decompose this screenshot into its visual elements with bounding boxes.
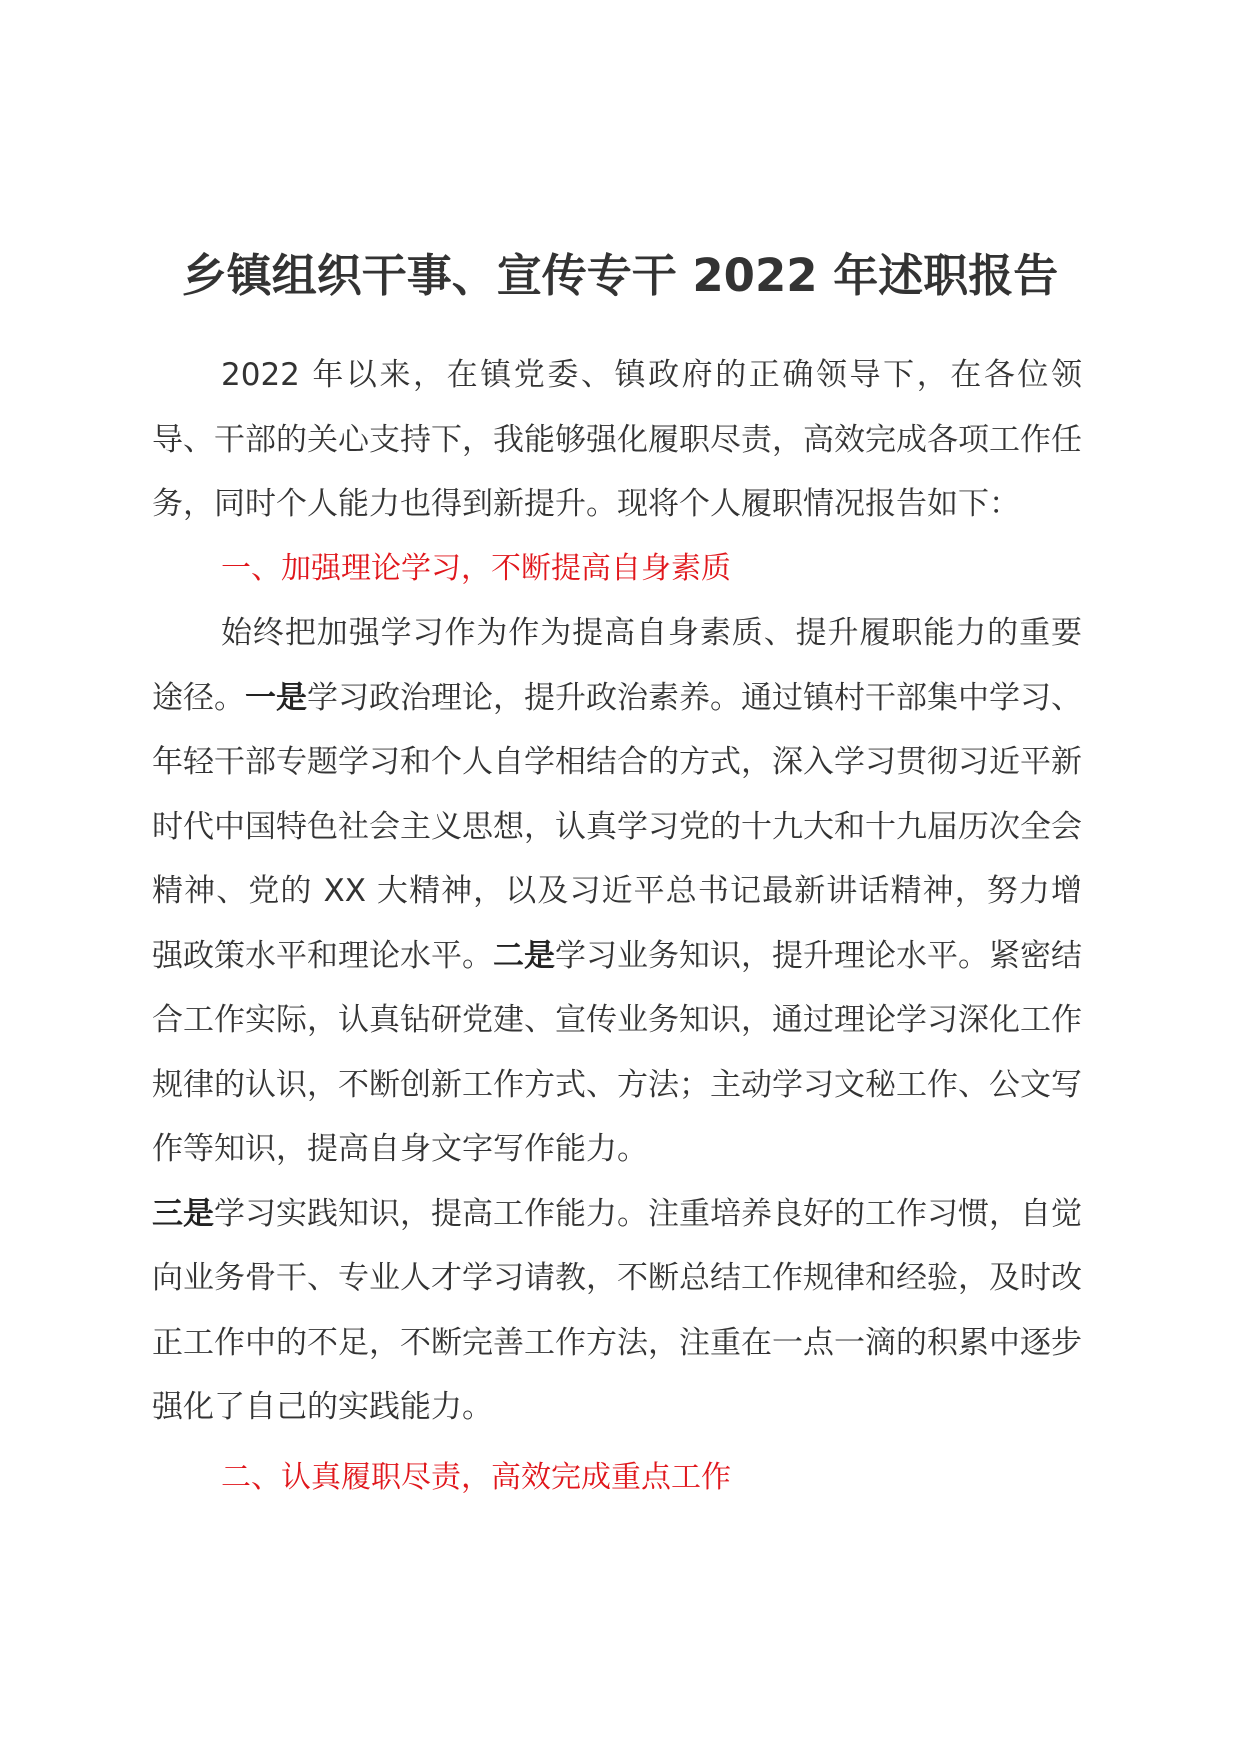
document-body: [152, 343, 1082, 1510]
section-1-paragraph: [152, 601, 1082, 1440]
point-1-lead: 一是: [245, 679, 307, 716]
point-2-text: 学习业务知识，提升理论水平。紧密结合工作实际，认真钻研党建、宣传业务知识，通过理论学习深化工作规律的认识，不断创新工作方式、方法；主动学习文秘工作、公文写作等知识，提高自身文字写作能力。: [152, 937, 1082, 1167]
section-2-heading: 二、认真履职尽责，高效完成重点工作: [221, 1459, 731, 1495]
point-1-text: 学习政治理论，提升政治素养。通过镇村干部集中学习、年轻干部专题学习和个人自学相结合的方式，深入学习贯彻习近平新时代中国特色社会主义思想，认真学习党的十九大和十九届历次全会精神、党的 XX 大精神，以及习近平总书记最新讲话精神，努力增强政策水平和理论水平。: [152, 679, 1082, 974]
point-2-lead: 二是: [493, 937, 555, 974]
section-1-opening: 始终把加强学习作为作为提高自身素质、提升履职能力的重要途径。: [152, 615, 1082, 716]
point-3-lead: 三是: [152, 1195, 214, 1232]
document-title: 乡镇组织干事、宣传专干 2022 年述职报告: [181, 249, 1059, 302]
section-1-heading: 一、加强理论学习，不断提高自身素质: [221, 550, 731, 586]
point-3-text: 学习实践知识，提高工作能力。注重培养良好的工作习惯，自觉向业务骨干、专业人才学习请教，不断总结工作规律和经验，及时改正工作中的不足，不断完善工作方法，注重在一点一滴的积累中逐步强化了自己的实践能力。: [152, 1195, 1082, 1425]
intro-paragraph: 2022 年以来，在镇党委、镇政府的正确领导下，在各位领导、干部的关心支持下，我能够强化履职尽责，高效完成各项工作任务，同时个人能力也得到新提升。现将个人履职情况报告如下：: [152, 357, 1082, 522]
